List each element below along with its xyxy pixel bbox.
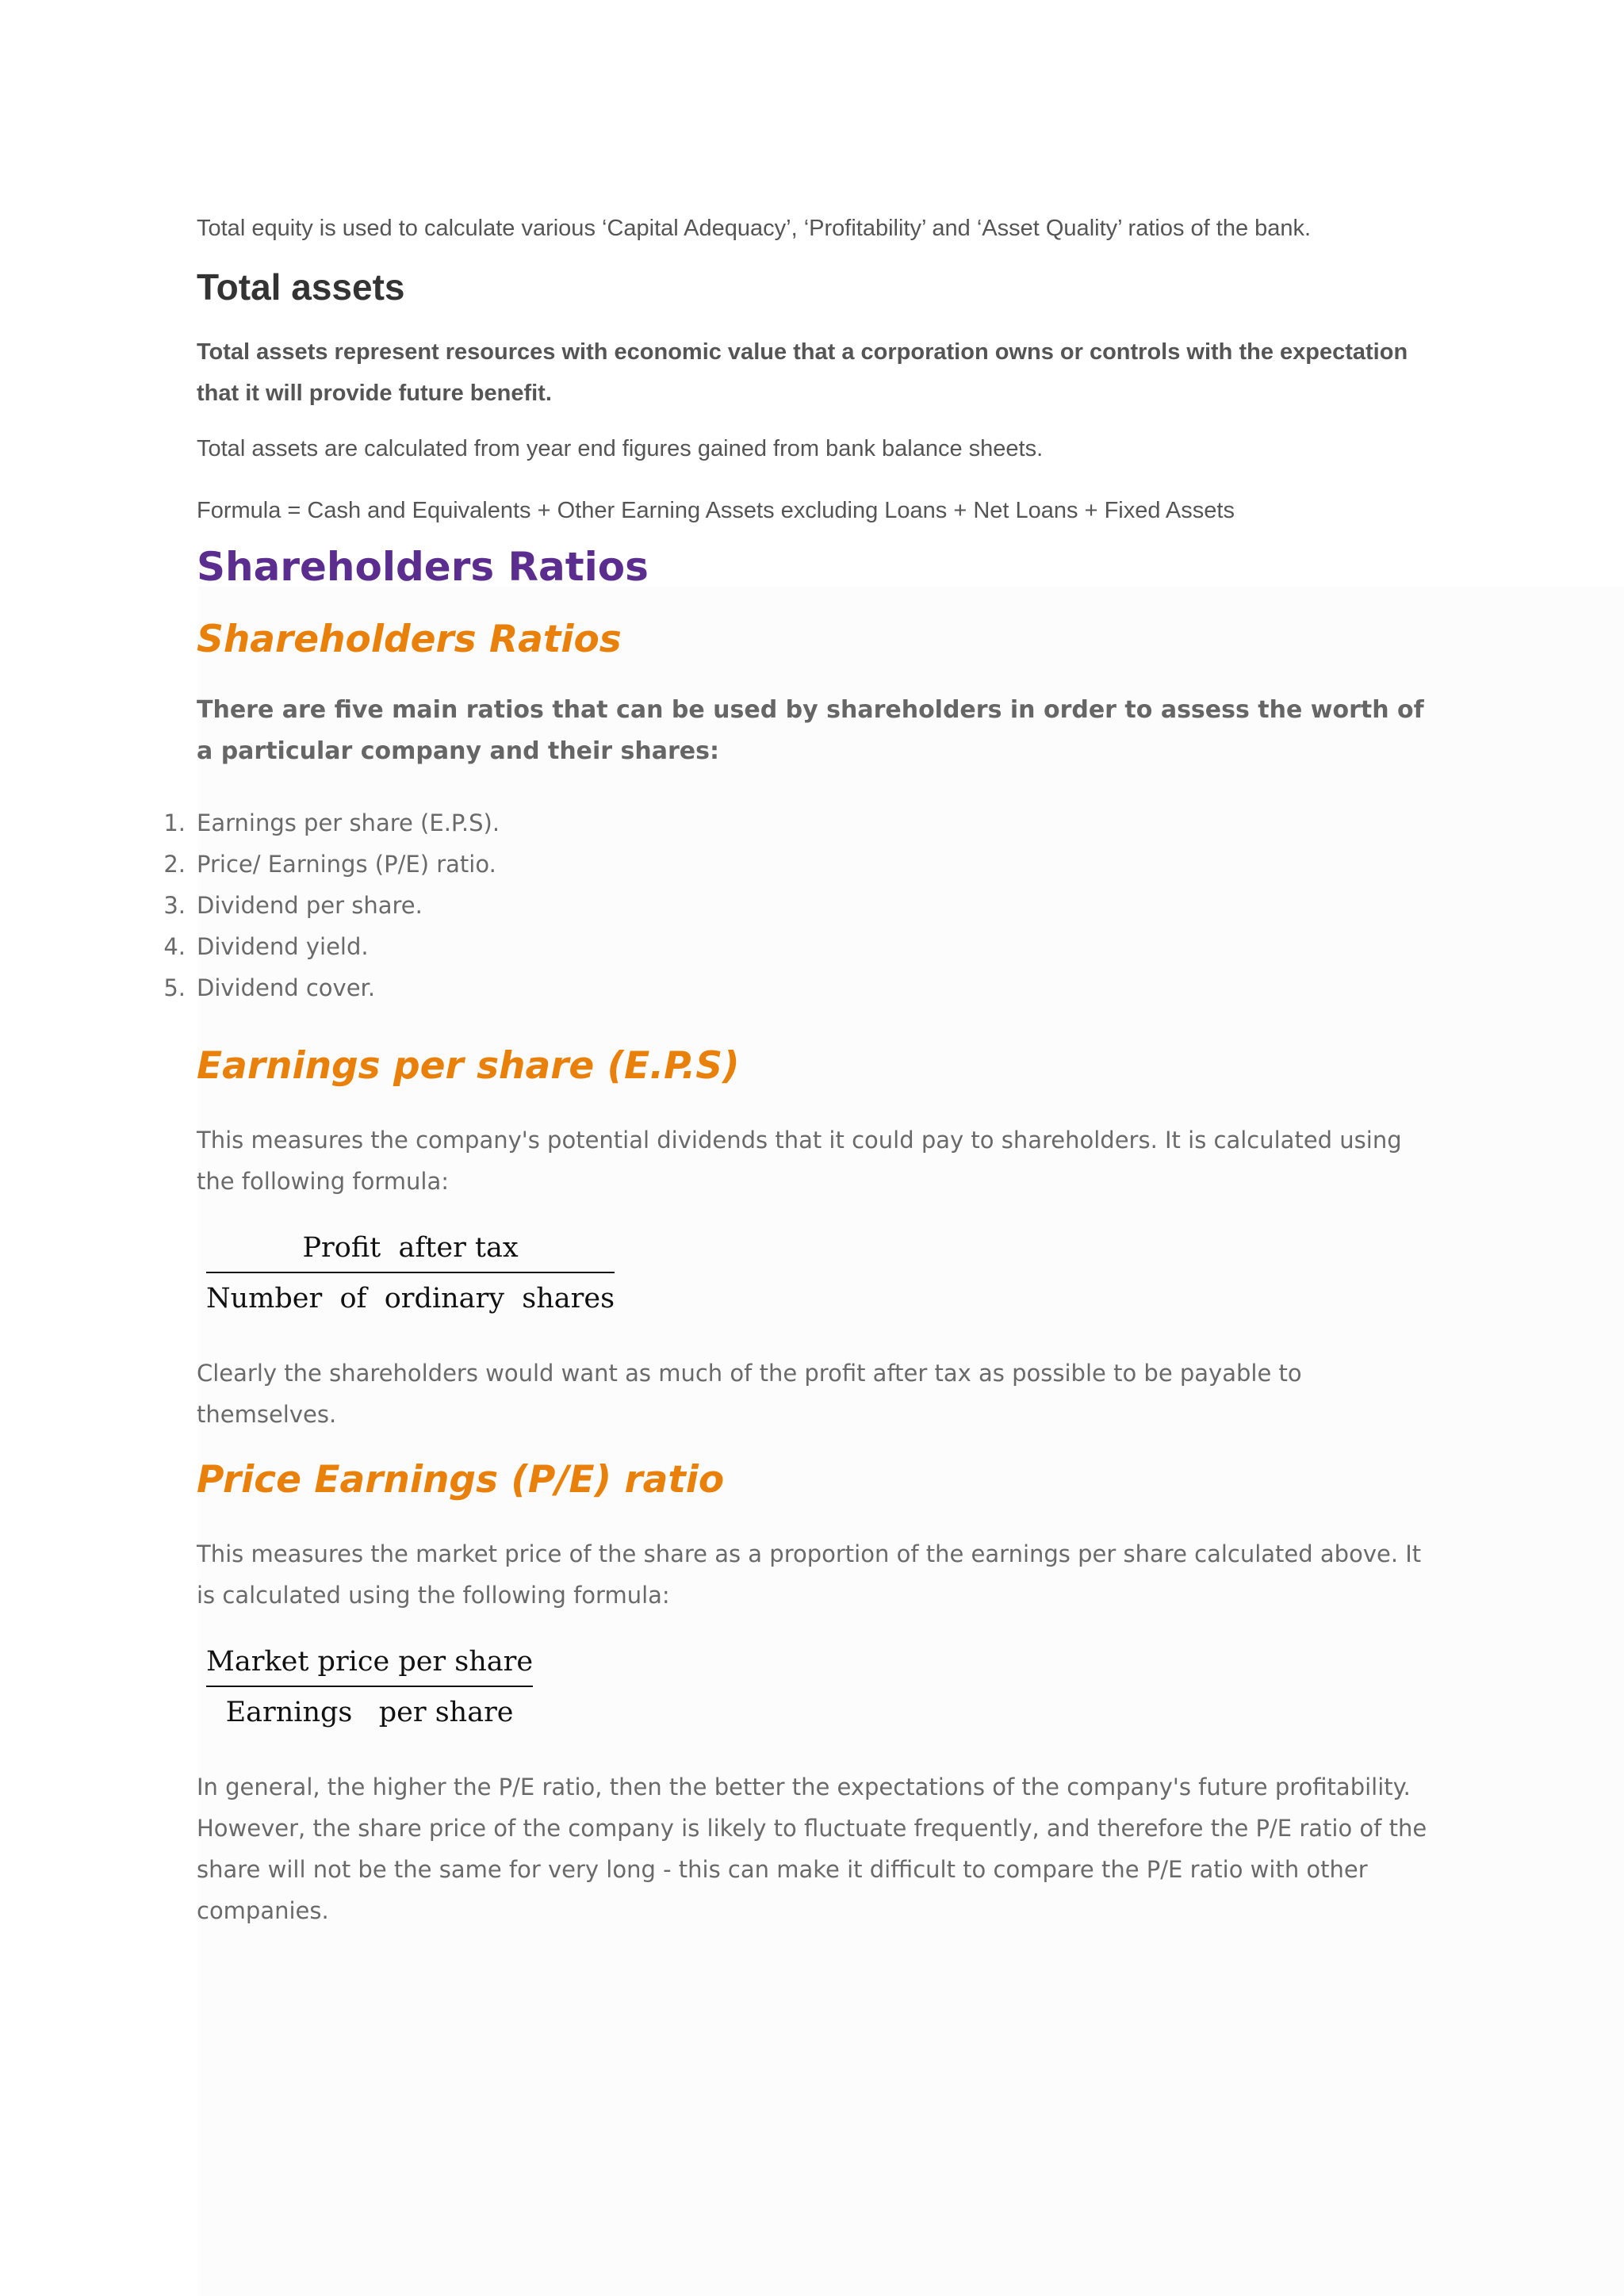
eps-description: This measures the company's potential dividends that it could pay to shareholders. It is calculated using the following formula: xyxy=(197,1127,1402,1195)
equity-paragraph: Total equity is used to calculate various ‘Capital Adequacy’, ‘Profitability’ and ‘Asset Quality’ ratios of the bank. xyxy=(197,216,1312,241)
shareholders-lead: There are five main ratios that can be used by shareholders in order to assess the worth of a particular company and their shares: xyxy=(197,696,1424,765)
list-item xyxy=(163,926,1434,967)
list-text: Price/ Earnings (P/E) ratio. xyxy=(197,851,496,878)
document-page xyxy=(163,208,1434,1931)
eps-numerator: Profit after tax xyxy=(302,1232,519,1264)
eps-fraction xyxy=(206,1226,615,1321)
list-number: 4. xyxy=(163,933,186,960)
list-text: Dividend cover. xyxy=(197,974,376,1001)
list-number: 5. xyxy=(163,974,186,1001)
list-text: Earnings per share (E.P.S). xyxy=(197,809,500,836)
list-text: Dividend yield. xyxy=(197,933,369,960)
total-assets-source: Total assets are calculated from year end figures gained from bank balance sheets. xyxy=(197,436,1044,461)
total-assets-definition: Total assets represent resources with economic value that a corporation owns or controls with the expectation that it will provide future benefit. xyxy=(197,339,1408,406)
total-assets-formula: Formula = Cash and Equivalents + Other Earning Assets excluding Loans + Net Loans + Fixed Assets xyxy=(197,498,1235,523)
fraction-bar xyxy=(206,1272,615,1273)
eps-formula xyxy=(206,1226,1434,1321)
total-assets-heading: Total assets xyxy=(197,266,405,308)
fraction-bar xyxy=(206,1686,533,1687)
list-item xyxy=(163,802,1434,844)
shareholders-ratios-subheading: Shareholders Ratios xyxy=(197,618,622,661)
list-number: 2. xyxy=(163,851,186,878)
pe-description: This measures the market price of the share as a proportion of the earnings per share calculated above. It is calculated using the following formula: xyxy=(197,1540,1422,1609)
eps-denominator: Number of ordinary shares xyxy=(206,1283,615,1314)
list-text: Dividend per share. xyxy=(197,892,423,919)
pe-denominator: Earnings per share xyxy=(225,1697,514,1728)
list-number: 1. xyxy=(163,809,186,836)
pe-fraction xyxy=(206,1640,533,1735)
pe-note: In general, the higher the P/E ratio, then the better the expectations of the company's future profitability. However, the share price of the company is likely to fluctuate frequently, and therefore the P/E ratio of the share will not be the same for very long - this can make it difficult to compare the P/E ratio with other companies. xyxy=(197,1774,1427,1924)
list-item xyxy=(163,844,1434,885)
eps-note: Clearly the shareholders would want as much of the profit after tax as possible to be payable to themselves. xyxy=(197,1360,1302,1428)
shareholders-ratios-heading: Shareholders Ratios xyxy=(197,544,649,590)
pe-formula xyxy=(206,1640,1434,1735)
ratios-list xyxy=(163,802,1434,1008)
pe-numerator: Market price per share xyxy=(206,1646,534,1678)
eps-heading: Earnings per share (E.P.S) xyxy=(197,1044,740,1088)
list-item xyxy=(163,967,1434,1008)
list-item xyxy=(163,885,1434,926)
pe-heading: Price Earnings (P/E) ratio xyxy=(197,1458,725,1502)
list-number: 3. xyxy=(163,892,186,919)
